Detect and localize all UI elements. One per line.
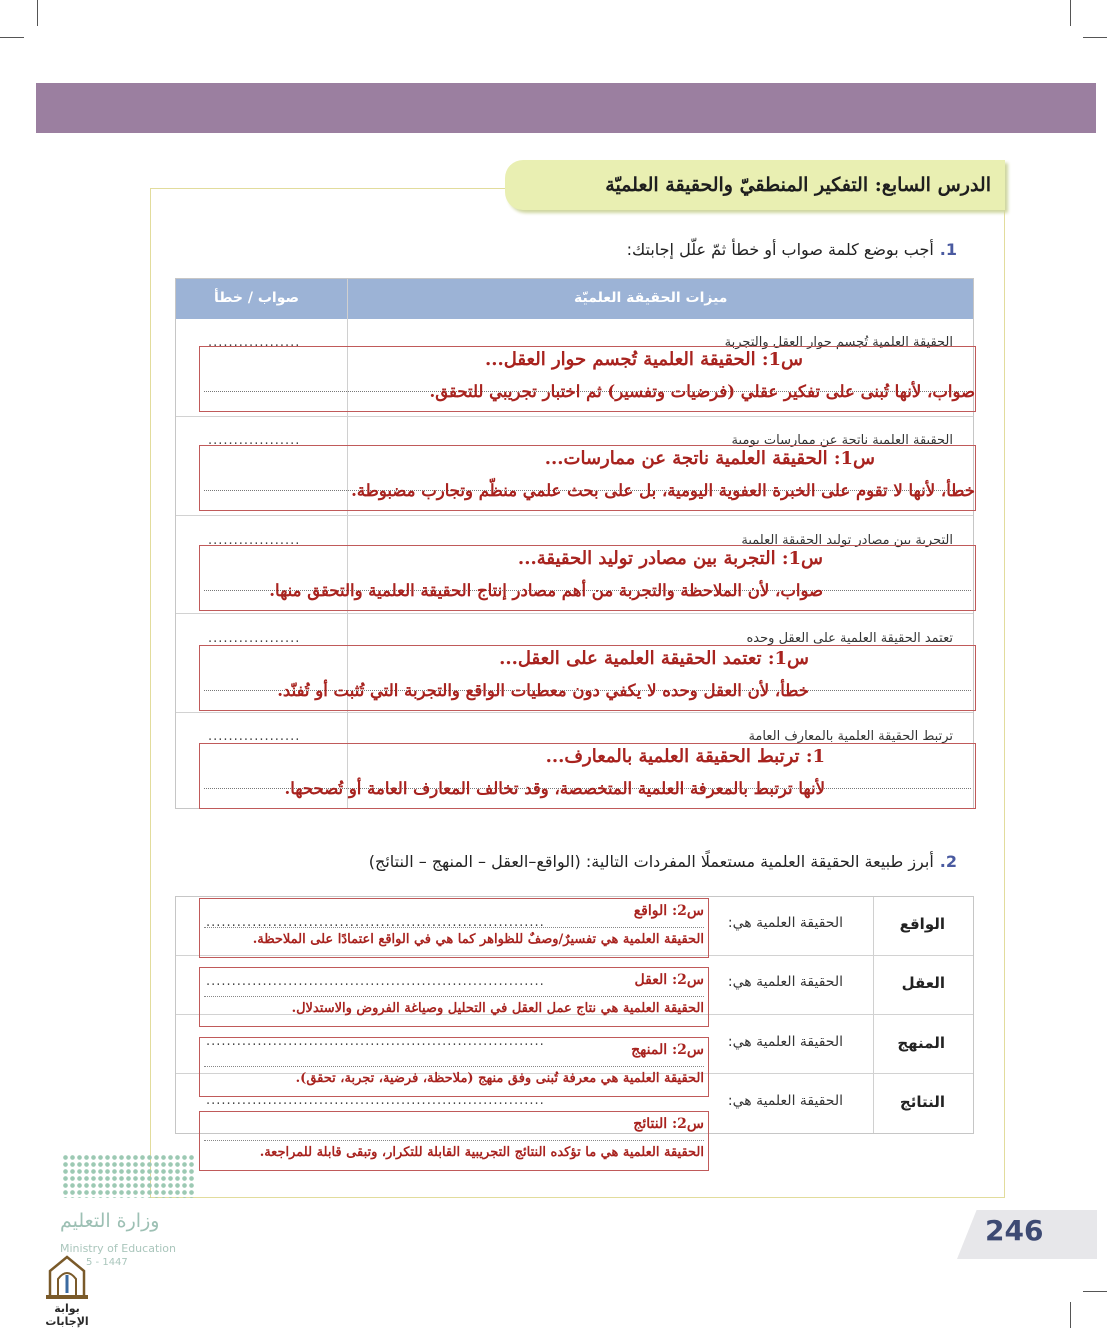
header-features: ميزات الحقيقة العلميّة xyxy=(574,290,728,306)
answer2-box-3 xyxy=(199,1037,709,1097)
lesson-title-banner xyxy=(505,160,1005,210)
statement-5: ترتبط الحقيقة العلمية بالمعارف العامة xyxy=(748,729,953,744)
answer-question: س2: النتائج xyxy=(633,1116,704,1132)
building-icon xyxy=(32,1255,102,1301)
answer-text: خطأ، لأن العقل وحده لا يكفي دون معطيات الواقع والتجربة التي تُثبت أو تُفنّد. xyxy=(277,681,809,700)
term-reality: الواقع xyxy=(899,915,945,933)
statement-2: الحقيقة العلمية ناتجة عن ممارسات يومية xyxy=(731,433,953,448)
crop-mark xyxy=(1083,1291,1107,1292)
answer-question: س2: العقل xyxy=(634,972,704,988)
answer-text: صواب، لأن الملاحظة والتجربة من أهم مصادر إنتاج الحقيقة العلمية والتحقق منها. xyxy=(269,581,823,600)
crop-mark xyxy=(1070,0,1071,26)
site-logo xyxy=(32,1255,102,1328)
answer-box-3 xyxy=(199,545,976,611)
page-number: 246 xyxy=(985,1214,1044,1247)
ministry-year: 5 - 1447 xyxy=(86,1257,128,1268)
answer-blank: .................................................................. xyxy=(206,974,545,989)
answer2-box-2 xyxy=(199,967,709,1027)
answer-blank: .................. xyxy=(208,335,301,350)
answer-blank: .................. xyxy=(208,533,301,548)
answer-text: الحقيقة العلمية هي معرفة تُبنى وفق منهج (ملاحظة، فرضية، تجربة، تحقق). xyxy=(295,1071,704,1086)
row-label: الحقيقة العلمية هي: xyxy=(727,915,843,931)
answer-question: س1: الحقيقة العلمية تُجسم حوار العقل... xyxy=(485,349,803,370)
answer-box-1 xyxy=(199,346,976,412)
dotted-line xyxy=(204,927,704,928)
answer2-box-4 xyxy=(199,1111,709,1171)
statement-4: تعتمد الحقيقة العلمية على العقل وحده xyxy=(746,631,953,646)
answer-question: س1: الحقيقة العلمية ناتجة عن ممارسات... xyxy=(544,448,875,469)
row-label: الحقيقة العلمية هي: xyxy=(727,1034,843,1050)
answer-blank: .................................................................. xyxy=(206,915,545,930)
answer-text: صواب، لأنها تُبنى على تفكير عقلي (فرضيات وتفسير) ثم اختبار تجريبي للتحقق. xyxy=(429,382,975,401)
row-label: الحقيقة العلمية هي: xyxy=(727,974,843,990)
ministry-dot-pattern-icon xyxy=(62,1154,196,1198)
row-divider xyxy=(176,712,973,713)
answer-text: الحقيقة العلمية هي تفسيرٌ/وصفٌ للظواهر كما هي في الواقع اعتمادًا على الملاحظة. xyxy=(252,932,704,947)
answer2-box-1 xyxy=(199,898,709,958)
answer-question: س2: المنهج xyxy=(631,1042,704,1058)
ministry-name-ar: وزارة التعليم xyxy=(60,1210,160,1232)
term-mind: العقل xyxy=(901,974,945,992)
dotted-line xyxy=(204,1066,704,1067)
term-method: المنهج xyxy=(897,1034,945,1052)
crop-mark xyxy=(1070,1302,1071,1328)
answer-question: س1: التجربة بين مصادر توليد الحقيقة... xyxy=(517,548,823,569)
answer-question: س2: الواقع xyxy=(633,903,704,919)
answer-question: 1: ترتبط الحقيقة العلمية بالمعارف... xyxy=(545,746,825,767)
answer-text: الحقيقة العلمية هي نتاج عمل العقل في التحليل وصياغة الفروض والاستدلال. xyxy=(291,1001,704,1016)
term-results: النتائج xyxy=(899,1093,945,1111)
row-divider xyxy=(176,416,973,417)
row-divider xyxy=(176,613,973,614)
row-divider xyxy=(176,515,973,516)
answer-text: الحقيقة العلمية هي ما تؤكده النتائج التجريبية القابلة للتكرار، وتبقى قابلة للمراجعة. xyxy=(259,1145,704,1160)
statement-1: الحقيقة العلمية تُجسم حوار العقل والتجربة xyxy=(724,335,953,350)
crop-mark xyxy=(1083,37,1107,38)
statement-3: التجربة بين مصادر توليد الحقيقة العلمية xyxy=(741,533,953,548)
site-name: بوابة الإجابات xyxy=(45,1302,89,1328)
answer-box-5 xyxy=(199,743,976,809)
dotted-line xyxy=(204,996,704,997)
crop-mark xyxy=(37,0,38,26)
answer-box-2 xyxy=(199,445,976,511)
column-divider xyxy=(873,897,874,1133)
answer-blank: .................. xyxy=(208,729,301,744)
top-color-band xyxy=(36,83,1096,133)
question-2-title: 2.أبرز طبيعة الحقيقة العلمية مستعملًا المفردات التالية: (الواقع–العقل – المنهج – النتائج) xyxy=(368,852,957,871)
dotted-line xyxy=(204,1140,704,1141)
answer-blank: .................................................................. xyxy=(206,1034,545,1049)
answer-blank: .................. xyxy=(208,631,301,646)
answer-text: لأنها ترتبط بالمعرفة العلمية المتخصصة، وقد تخالف المعارف العامة أو تُصححها. xyxy=(284,779,825,798)
answer-box-4 xyxy=(199,645,976,711)
lesson-title: الدرس السابع: التفكير المنطقيّ والحقيقة العلميّة xyxy=(605,174,991,196)
features-table-header xyxy=(176,279,973,319)
row-label: الحقيقة العلمية هي: xyxy=(727,1093,843,1109)
answer-question: س1: تعتمد الحقيقة العلمية على العقل... xyxy=(499,648,809,669)
answer-blank: .................. xyxy=(208,433,301,448)
question-1-title: 1.أجب بوضع كلمة صواب أو خطأ ثمّ علّل إجابتك: xyxy=(626,240,957,259)
ministry-name-en: Ministry of Education xyxy=(60,1242,177,1255)
crop-mark xyxy=(0,37,24,38)
header-answer: صواب / خطأ xyxy=(214,290,300,306)
answer-blank: .................................................................. xyxy=(206,1093,545,1108)
answer-text: خطأ، لأنها لا تقوم على الخبرة العفوية اليومية، بل على بحث علمي منظّم وتجارب مضبوطة. xyxy=(351,481,975,500)
